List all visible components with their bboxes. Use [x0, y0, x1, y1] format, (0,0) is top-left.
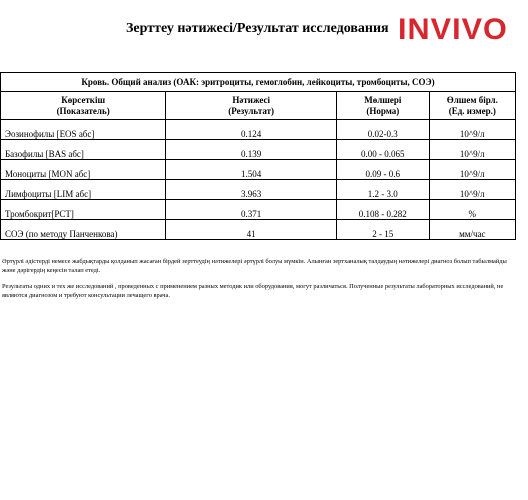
column-header-line: Нәтижесі	[232, 94, 270, 105]
disclaimer-ru: Результаты одних и тех же исследований , проведенных с применением разных методик или оборудования, могут различаться. Полученные результаты лабораторных исследований, не являются диагнозом и требуют консультации лечащего врача.	[2, 283, 504, 299]
cell-result: 0.124	[166, 120, 337, 140]
column-header-line: Көрсеткіш	[61, 94, 106, 105]
page-title: Зерттеу нәтижесі/Результат исследования	[126, 21, 389, 36]
cell-unit: 10^9/л	[429, 180, 515, 200]
cell-indicator: Тромбокрит[PCT]	[1, 200, 166, 220]
cell-indicator: Базофилы [BAS абс]	[1, 140, 166, 160]
cell-indicator: Лимфоциты [LIM абс]	[1, 180, 166, 200]
table-row	[1, 120, 516, 140]
invivo-logo: INVIVO	[398, 13, 508, 46]
cell-result: 1.504	[166, 160, 337, 180]
disclaimer-kz: Әртүрлі әдістерді немесе жабдықтарды қолданып жасаған бірдей зерттеудің нәтижелері әртүрлі болуы мүмкін. Алынған зертханалық талдаудың нәтижелері диагноз болып табылмайды және дәрігердің кеңесін талап етеді.	[2, 258, 507, 274]
table-row	[1, 160, 516, 180]
cell-norm: 0.09 - 0.6	[337, 160, 430, 180]
cell-unit: 10^9/л	[429, 120, 515, 140]
cell-norm: 0.108 - 0.282	[337, 200, 430, 220]
cell-result: 0.139	[166, 140, 337, 160]
cell-result: 0.371	[166, 200, 337, 220]
table-row	[1, 180, 516, 200]
column-header-line: (Показатель)	[56, 105, 110, 116]
cell-result: 3.963	[166, 180, 337, 200]
cell-indicator: Моноциты [MON абс]	[1, 160, 166, 180]
cell-norm: 0.00 - 0.065	[337, 140, 430, 160]
cell-result: 41	[166, 220, 337, 240]
cell-unit: 10^9/л	[429, 140, 515, 160]
column-header-result	[166, 92, 337, 120]
column-header-line: Өлшем бірл.	[446, 94, 498, 105]
column-header-indicator	[1, 92, 166, 120]
results-table	[0, 72, 516, 240]
column-header-unit	[429, 92, 515, 120]
cell-indicator: Эозинофилы [EOS абс]	[1, 120, 166, 140]
column-header-norm	[337, 92, 430, 120]
cell-unit: %	[429, 200, 515, 220]
table-section-header	[1, 73, 516, 92]
column-headers	[1, 92, 516, 120]
cell-unit: 10^9/л	[429, 160, 515, 180]
section-title: Кровь. Общий анализ (ОАК: эритроциты, гемоглобин, лейкоциты, тромбоциты, СОЭ)	[1, 73, 516, 92]
cell-norm: 2 - 15	[337, 220, 430, 240]
cell-norm: 0.02-0.3	[337, 120, 430, 140]
table-row	[1, 140, 516, 160]
column-header-line: Мөлшері	[364, 94, 402, 105]
column-header-line: (Результат)	[228, 105, 275, 116]
cell-norm: 1.2 - 3.0	[337, 180, 430, 200]
table-row	[1, 200, 516, 220]
cell-indicator: СОЭ (по методу Панченкова)	[1, 220, 166, 240]
column-header-line: (Норма)	[366, 105, 400, 116]
column-header-line: (Ед. измер.)	[448, 105, 496, 116]
cell-unit: мм/час	[429, 220, 515, 240]
table-row	[1, 220, 516, 240]
